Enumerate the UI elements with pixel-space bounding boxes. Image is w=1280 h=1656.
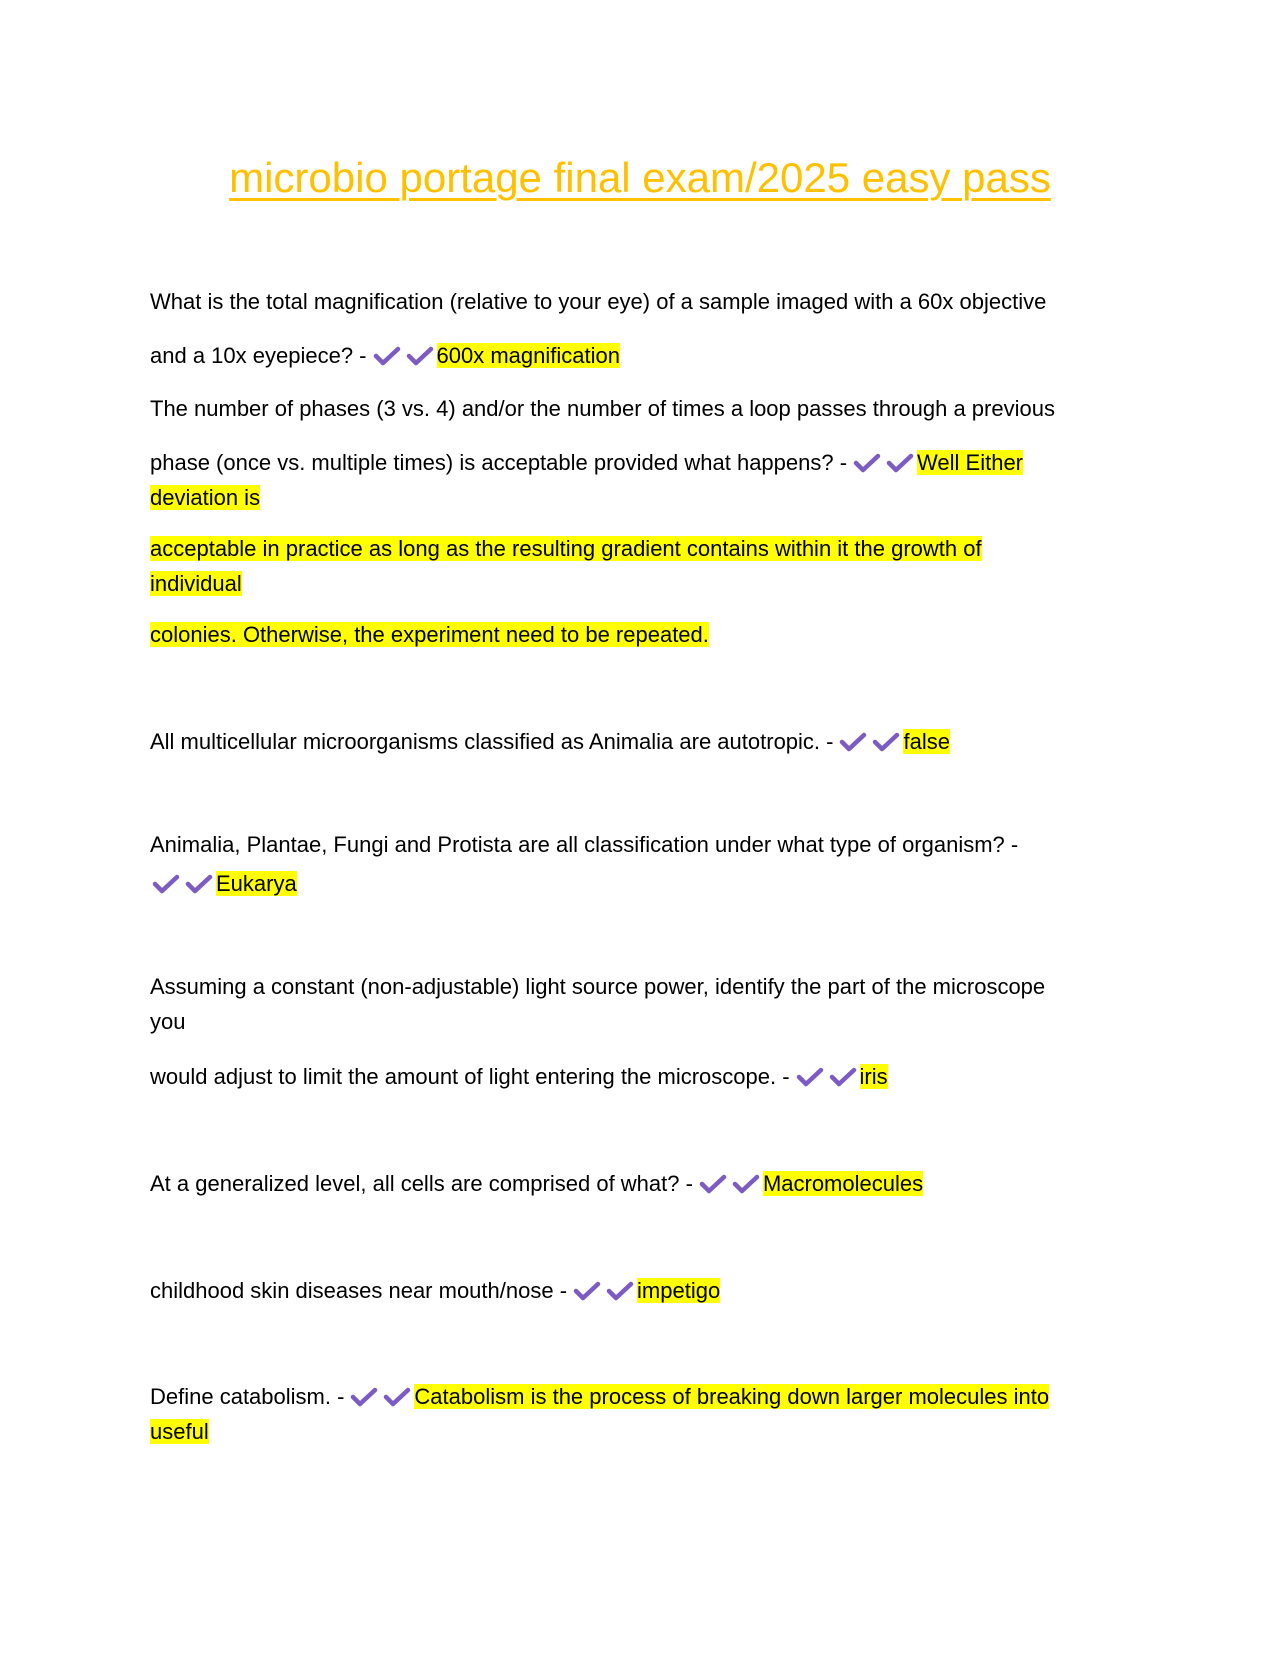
question-text: Assuming a constant (non-adjustable) light source power, identify the part of the microscope — [150, 974, 1046, 999]
question-answer-line — [150, 1275, 720, 1307]
double-check-icon — [853, 452, 915, 474]
page-title: microbio portage final exam/2025 easy pass — [229, 154, 1051, 201]
answer-highlight: impetigo — [637, 1278, 721, 1303]
double-check-icon — [699, 1173, 761, 1195]
answer-line — [150, 568, 242, 600]
question-answer-line — [150, 868, 297, 900]
question-text: and a 10x eyepiece? - — [150, 343, 367, 368]
answer-highlight: Well Either — [917, 450, 1024, 475]
answer-highlight: useful — [150, 1419, 209, 1444]
question-text: Define catabolism. - — [150, 1384, 345, 1409]
answer-line — [150, 482, 260, 514]
double-check-icon — [839, 731, 901, 753]
answer-highlight: false — [903, 729, 950, 754]
double-check-icon — [373, 345, 435, 367]
answer-line — [150, 533, 982, 565]
question-answer-line — [150, 1381, 1049, 1413]
question-answer-line — [150, 1061, 888, 1093]
question-text: would adjust to limit the amount of light entering the microscope. - — [150, 1064, 790, 1089]
double-check-icon — [350, 1386, 412, 1408]
question-text: phase (once vs. multiple times) is acceptable provided what happens? - — [150, 450, 848, 475]
question-answer-line — [150, 726, 950, 758]
question-text: The number of phases (3 vs. 4) and/or the number of times a loop passes through a previous — [150, 396, 1055, 421]
question-answer-line — [150, 447, 1023, 479]
answer-highlight: deviation is — [150, 485, 261, 510]
double-check-icon — [796, 1066, 858, 1088]
answer-highlight: acceptable in practice as long as the resulting gradient contains within it the growth of — [150, 536, 982, 561]
question-text: you — [150, 1009, 186, 1034]
question-answer-line — [150, 340, 620, 372]
question-text: childhood skin diseases near mouth/nose - — [150, 1278, 568, 1303]
answer-line — [150, 1416, 209, 1448]
answer-highlight: Eukarya — [216, 871, 297, 896]
question-answer-line — [150, 1168, 923, 1200]
double-check-icon — [152, 873, 214, 895]
double-check-icon — [573, 1280, 635, 1302]
answer-highlight: colonies. Otherwise, the experiment need to be repeated. — [150, 622, 709, 647]
answer-highlight: individual — [150, 571, 242, 596]
answer-line — [150, 619, 709, 651]
question-text: Animalia, Plantae, Fungi and Protista are all classification under what type of organism? - — [150, 832, 1019, 857]
answer-highlight: 600x magnification — [436, 343, 620, 368]
answer-highlight: iris — [859, 1064, 888, 1089]
question-text: At a generalized level, all cells are comprised of what? - — [150, 1171, 693, 1196]
question-text: All multicellular microorganisms classified as Animalia are autotropic. - — [150, 729, 834, 754]
question-text: What is the total magnification (relative to your eye) of a sample imaged with a 60x objective — [150, 289, 1047, 314]
answer-highlight: Catabolism is the process of breaking down larger molecules into — [414, 1384, 1050, 1409]
answer-highlight: Macromolecules — [762, 1171, 924, 1196]
